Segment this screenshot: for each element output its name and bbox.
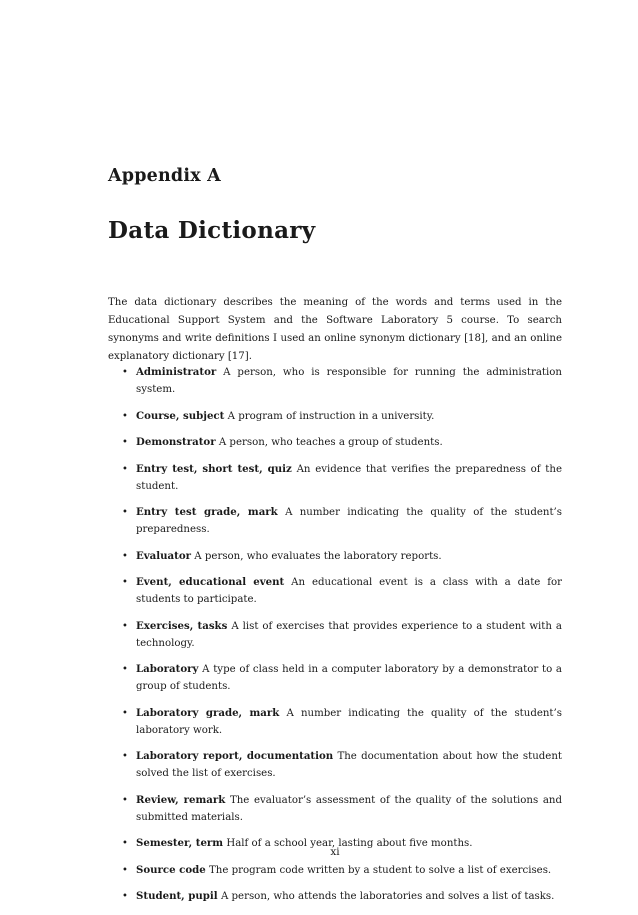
term-definition: A number indicating the quality of the student’s laboratory work. bbox=[136, 707, 562, 736]
term-definition: A person, who is responsible for running the administration system. bbox=[136, 367, 562, 395]
bullet-icon: • bbox=[122, 550, 128, 562]
term-entry bbox=[108, 888, 562, 905]
term-name: Student, pupil bbox=[136, 890, 218, 902]
bullet-icon: • bbox=[122, 577, 128, 588]
term-definition: A person, who teaches a group of students. bbox=[218, 437, 443, 448]
term-entry bbox=[108, 408, 562, 425]
term-name: Demonstrator bbox=[136, 436, 216, 448]
intro-paragraph: The data dictionary describes the meaning of the words and terms used in the Educational Support System and the Software Laboratory 5 course. To search synonyms and write definitions I used an online synonym dictionary [18], and an online explanatory dictionary [17]. bbox=[108, 297, 562, 362]
term-entry bbox=[108, 862, 562, 879]
term-name: Review, remark bbox=[136, 793, 226, 806]
term-name: Event, educational event bbox=[136, 576, 285, 588]
term-name: Course, subject bbox=[136, 409, 225, 422]
bullet-icon: • bbox=[122, 437, 128, 448]
bullet-icon: • bbox=[122, 664, 128, 675]
appendix-label: Appendix A bbox=[108, 166, 221, 186]
term-name: Laboratory report, documentation bbox=[136, 750, 334, 762]
term-entry bbox=[108, 461, 562, 495]
term-name: Evaluator bbox=[136, 549, 192, 562]
bullet-icon: • bbox=[122, 891, 128, 902]
term-name: Source code bbox=[136, 863, 206, 876]
bullet-icon: • bbox=[122, 707, 128, 719]
term-definition: An educational event is a class with a date for students to participate. bbox=[136, 577, 562, 605]
term-entry bbox=[108, 661, 562, 695]
term-name: Laboratory bbox=[136, 663, 199, 675]
term-definition: A person, who evaluates the laboratory reports. bbox=[194, 550, 442, 562]
term-definition: A program of instruction in a university. bbox=[227, 410, 435, 422]
term-entry bbox=[108, 548, 562, 565]
term-entry bbox=[108, 792, 562, 826]
term-name: Exercises, tasks bbox=[136, 619, 228, 632]
term-entry bbox=[108, 434, 562, 451]
term-definition: The documentation about how the student solved the list of exercises. bbox=[136, 751, 562, 779]
bullet-icon: • bbox=[122, 410, 128, 422]
term-name: Semester, term bbox=[136, 837, 224, 849]
term-entry bbox=[108, 705, 562, 739]
term-entry bbox=[108, 618, 562, 652]
term-definition: A list of exercises that provides experience to a student with a technology. bbox=[136, 620, 562, 649]
term-name: Administrator bbox=[136, 366, 217, 378]
bullet-icon: • bbox=[122, 751, 128, 762]
bullet-icon: • bbox=[122, 864, 128, 876]
bullet-icon: • bbox=[122, 794, 128, 806]
term-entry bbox=[108, 504, 562, 538]
term-definition: The program code written by a student to solve a list of exercises. bbox=[209, 864, 552, 876]
bullet-icon: • bbox=[122, 838, 128, 849]
term-name: Laboratory grade, mark bbox=[136, 706, 280, 719]
term-definition: A person, who attends the laboratories and solves a list of tasks. bbox=[220, 891, 555, 902]
term-entry bbox=[108, 574, 562, 608]
term-definition: The evaluator’s assessment of the quality of the solutions and submitted materials. bbox=[136, 794, 563, 823]
bullet-icon: • bbox=[122, 620, 128, 632]
term-entry bbox=[108, 364, 562, 398]
chapter-title: Data Dictionary bbox=[108, 217, 316, 244]
term-definition: Half of a school year, lasting about five months. bbox=[226, 838, 473, 849]
term-definition: A number indicating the quality of the student’s preparedness. bbox=[136, 507, 563, 535]
term-name: Entry test grade, mark bbox=[136, 506, 278, 518]
bullet-icon: • bbox=[122, 463, 128, 475]
term-list bbox=[108, 364, 562, 915]
bullet-icon: • bbox=[122, 367, 128, 378]
term-name: Entry test, short test, quiz bbox=[136, 462, 292, 475]
page-number: xi bbox=[330, 846, 340, 858]
term-definition: A type of class held in a computer laboratory by a demonstrator to a group of students. bbox=[136, 664, 562, 692]
term-definition: An evidence that verifies the preparedness of the student. bbox=[136, 463, 562, 492]
term-entry bbox=[108, 748, 562, 782]
bullet-icon: • bbox=[122, 507, 128, 518]
